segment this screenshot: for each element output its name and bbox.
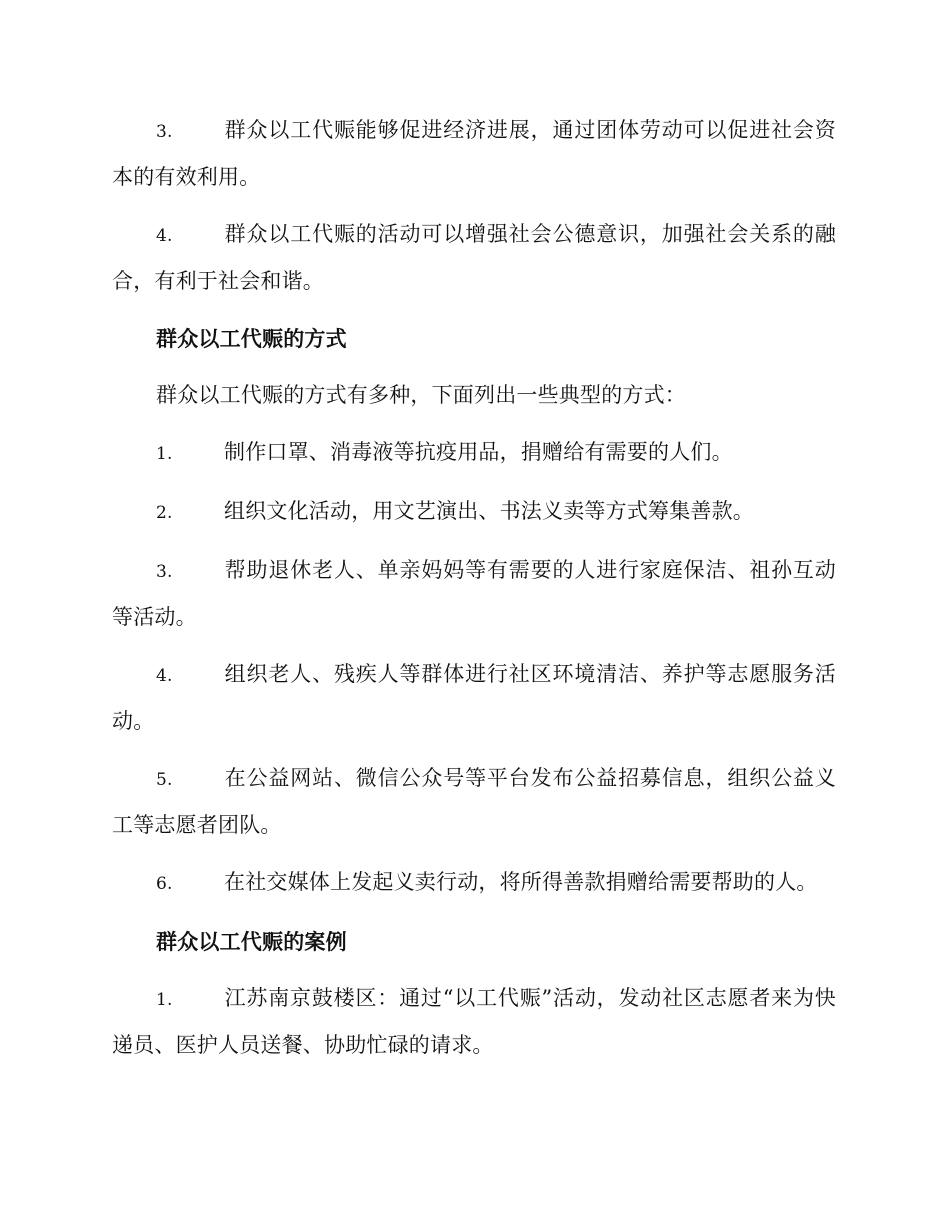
list-item-number: 1. xyxy=(156,990,173,1010)
list-item-number: 2. xyxy=(156,503,173,523)
list-item-text: 在公益网站、微信公众号等平台发布公益招募信息，组织公益义工等志愿者团队。 xyxy=(112,766,836,837)
document-body xyxy=(112,108,836,1080)
list-item-text: 在社交媒体上发起义卖行动，将所得善款捐赠给需要帮助的人。 xyxy=(224,870,818,894)
list-item xyxy=(112,108,836,200)
list-item xyxy=(112,860,836,907)
list-item xyxy=(112,430,836,477)
list-item-number: 6. xyxy=(156,874,173,894)
list-item-number: 5. xyxy=(156,770,173,790)
section-heading-methods: 群众以工代赈的方式 xyxy=(156,326,347,351)
list-item xyxy=(112,756,836,848)
list-item-text: 组织文化活动，用文艺演出、书法义卖等方式筹集善款。 xyxy=(224,499,754,523)
list-item xyxy=(112,976,836,1068)
section-intro-methods: 群众以工代赈的方式有多种，下面列出一些典型的方式： xyxy=(156,383,686,407)
section-heading-cases: 群众以工代赈的案例 xyxy=(156,929,347,954)
list-item-text: 群众以工代赈能够促进经济进展，通过团体劳动可以促进社会资本的有效利用。 xyxy=(112,118,836,189)
list-item xyxy=(112,212,836,304)
list-item xyxy=(112,548,836,640)
list-item-text: 组织老人、残疾人等群体进行社区环境清洁、养护等志愿服务活动。 xyxy=(112,662,836,733)
list-item xyxy=(112,489,836,536)
list-item-number: 4. xyxy=(156,226,173,246)
list-item-number: 1. xyxy=(156,444,173,464)
list-item-text: 群众以工代赈的活动可以增强社会公德意识，加强社会关系的融合，有利于社会和谐。 xyxy=(112,222,836,293)
list-item-text: 帮助退休老人、单亲妈妈等有需要的人进行家庭保洁、祖孙互动等活动。 xyxy=(112,558,836,629)
list-item-text: 制作口罩、消毒液等抗疫用品，捐赠给有需要的人们。 xyxy=(224,440,733,464)
list-item-number: 4. xyxy=(156,666,173,686)
list-item-text: 江苏南京鼓楼区：通过“以工代赈”活动，发动社区志愿者来为快递员、医护人员送餐、协助忙碌的请求。 xyxy=(112,986,836,1057)
list-item-number: 3. xyxy=(156,122,173,142)
list-item-number: 3. xyxy=(156,562,173,582)
list-item xyxy=(112,652,836,744)
